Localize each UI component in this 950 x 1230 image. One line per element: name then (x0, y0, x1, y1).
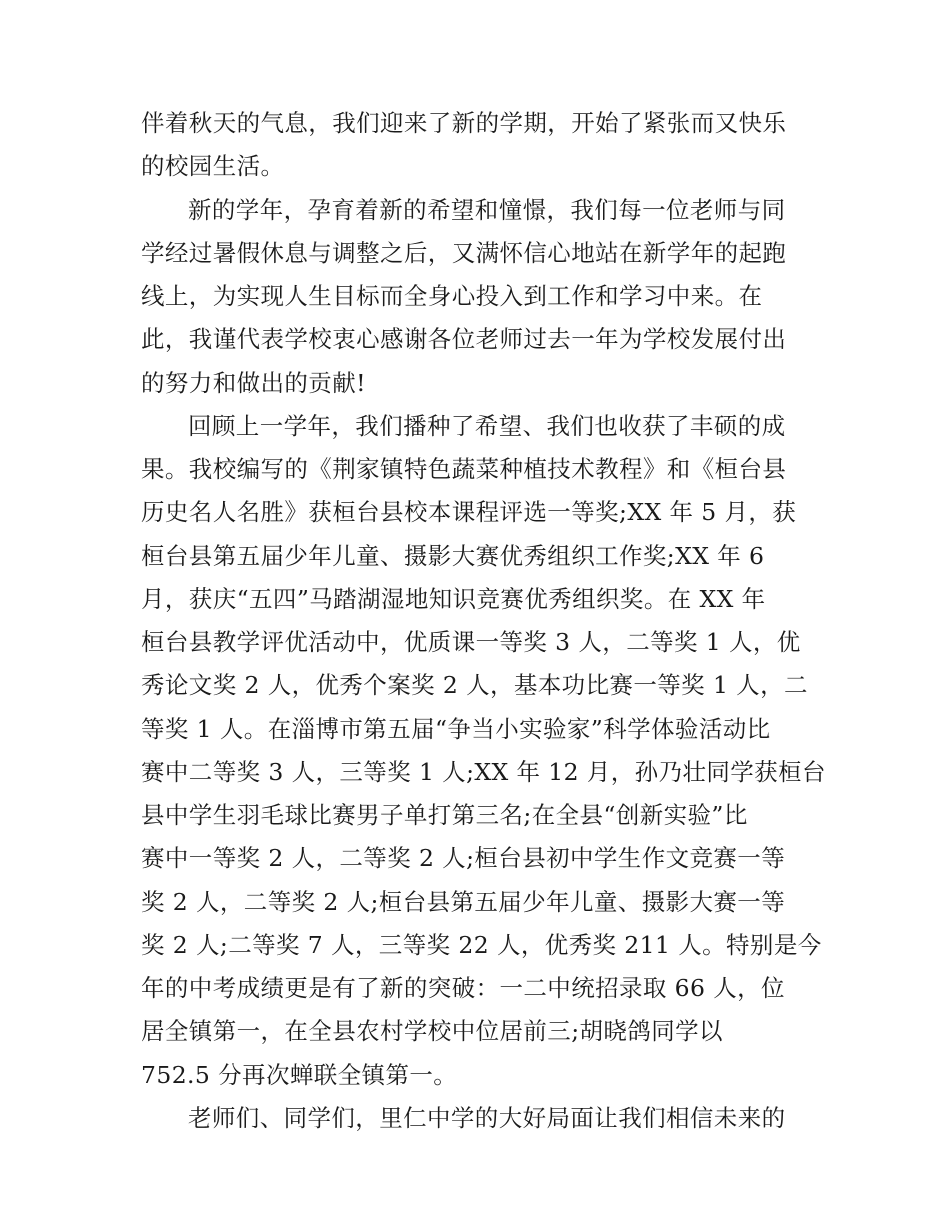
text-line: 等奖 1 人。在淄博市第五届“争当小实验家”科学体验活动比 (141, 714, 771, 743)
body-text (141, 104, 826, 1142)
text-line: 的校园生活。 (141, 152, 285, 181)
paragraph-first-line: 老师们、同学们，里仁中学的大好局面让我们相信未来的 (188, 1103, 786, 1132)
text-line: 桓台县第五届少年儿童、摄影大赛优秀组织工作奖;XX 年 6 (141, 541, 765, 570)
paragraph-first-line: 新的学年，孕育着新的希望和憧憬，我们每一位老师与同 (188, 195, 786, 224)
text-line: 县中学生羽毛球比赛男子单打第三名;在全县“创新实验”比 (141, 801, 748, 829)
text-line: 月，获庆“五四”马踏湖湿地知识竞赛优秀组织奖。在 XX 年 (141, 584, 766, 613)
text-line: 此，我谨代表学校衷心感谢各位老师过去一年为学校发展付出 (141, 325, 787, 354)
text-line: 赛中二等奖 3 人，三等奖 1 人;XX 年 12 月，孙乃壮同学获桓台 (141, 757, 826, 786)
text-line: 奖 2 人;二等奖 7 人，三等奖 22 人，优秀奖 211 人。特别是今 (141, 930, 822, 959)
text-line: 年的中考成绩更是有了新的突破：一二中统招录取 66 人，位 (141, 974, 785, 1002)
text-line: 居全镇第一，在全县农村学校中位居前三;胡晓鸽同学以 (141, 1017, 723, 1046)
text-line: 秀论文奖 2 人，优秀个案奖 2 人，基本功比赛一等奖 1 人，二 (141, 671, 808, 700)
text-line: 伴着秋天的气息，我们迎来了新的学期，开始了紧张而又快乐 (141, 109, 787, 137)
text-line: 学经过暑假休息与调整之后，又满怀信心地站在新学年的起跑 (141, 238, 787, 267)
text-line: 桓台县教学评优活动中，优质课一等奖 3 人，二等奖 1 人，优 (141, 628, 801, 656)
text-line: 历史名人名胜》获桓台县校本课程评选一等奖;XX 年 5 月，获 (141, 498, 797, 527)
text-line: 线上，为实现人生目标而全身心投入到工作和学习中来。在 (141, 282, 763, 310)
text-line: 的努力和做出的贡献! (141, 368, 366, 397)
text-line: 果。我校编写的《荆家镇特色蔬菜种植技术教程》和《桓台县 (141, 455, 787, 483)
text-line: 752.5 分再次蝉联全镇第一。 (141, 1060, 458, 1089)
text-line: 赛中一等奖 2 人，二等奖 2 人;桓台县初中学生作文竞赛一等 (141, 844, 786, 873)
text-line: 奖 2 人，二等奖 2 人;桓台县第五届少年儿童、摄影大赛一等 (141, 887, 786, 916)
paragraph-first-line: 回顾上一学年，我们播种了希望、我们也收获了丰硕的成 (188, 411, 786, 440)
